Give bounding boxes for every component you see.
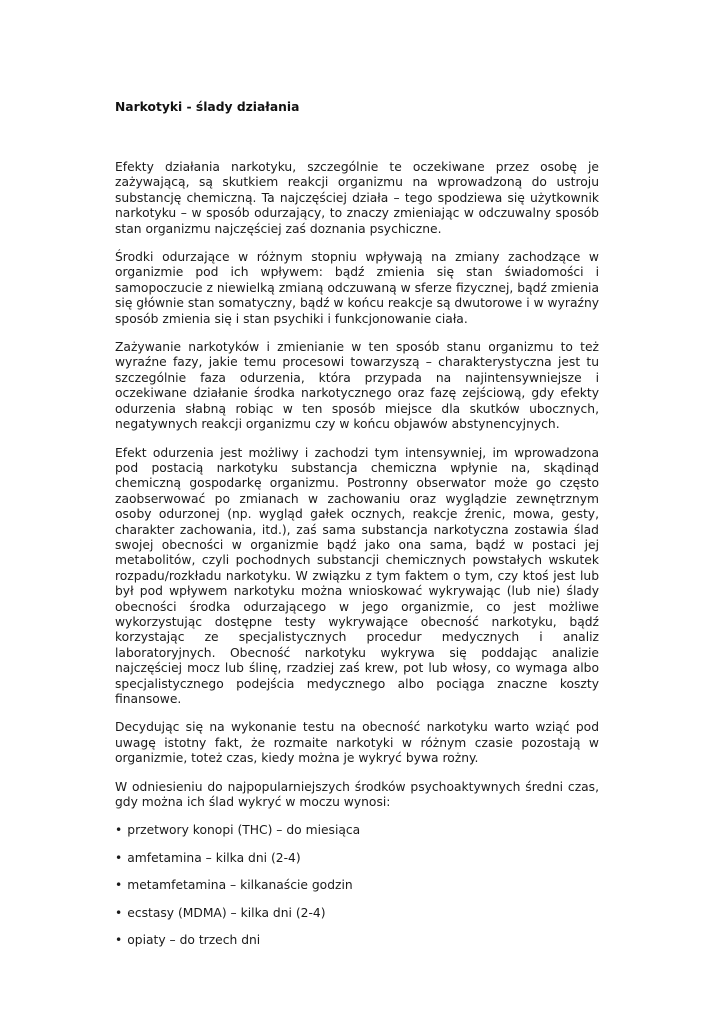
bullet-icon: • <box>115 823 123 838</box>
bullet-icon: • <box>115 850 123 865</box>
list-item-text: metamfetamina – kilkanaście godzin <box>127 878 353 893</box>
paragraph-detection: Efekt odurzenia jest możliwy i zachodzi tym intensywniej, im wprowadzona pod postacią narkotyku substancja chemiczna wpłynie na, skądinąd chemiczną gospodarkę organizmu. Postronny obserwator może go często zaobserwować po zmianach w zachowaniu oraz wyglądzie zewnętrznym osoby odurzonej (np. wygląd gałek ocznych, reakcje źrenic, mowa, gesty, charakter zachowania, itd.), zaś sama substancja narkotyczna zostawia ślad swojej obecności w organizmie bądź jako ona sama, bądź w postaci jej metabolitów, czyli pochodnych substancji chemicznych powstałych wskutek rozpadu/rozkładu narkotyku. W związku z tym faktem o tym, czy ktoś jest lub był pod wpływem narkotyku można wnioskować wykrywając (lub nie) ślady obecności środka odurzającego w jego organizmie, co jest możliwe wykorzystując dostępne testy wykrywające obecność narkotyku, bądź korzystając ze specjalistycznych procedur medycznych i analiz laboratoryjnych. Obecność narkotyku wykrywa się poddając analizie najczęściej mocz lub ślinę, rzadziej zaś krew, pot lub włosy, co wymaga albo specjalistycznego podejścia medycznego albo pociąga znaczne koszty finansowe. <box>115 445 599 706</box>
list-item <box>115 823 599 838</box>
paragraph-phases: Zażywanie narkotyków i zmienianie w ten sposób stanu organizmu to też wyraźne fazy, jakie temu procesowi towarzyszą – charakterystyczna jest tu szczególnie faza odurzenia, która przypada na najintensywniejsze i oczekiwane działanie środka narkotycznego oraz fazę zejściową, gdy efekty odurzenia słabną robiąc w ten sposób miejsce dla skutków ubocznych, negatywnych reakcji organizmu czy w końcu objawów abstynencyjnych. <box>115 340 599 432</box>
list-item-text: ecstasy (MDMA) – kilka dni (2-4) <box>127 905 326 920</box>
detection-time-list <box>115 823 599 948</box>
document-body <box>115 160 599 960</box>
list-item <box>115 906 599 921</box>
list-item <box>115 933 599 948</box>
paragraph-effects: Efekty działania narkotyku, szczególnie te oczekiwane przez osobę je zażywającą, są skutkiem reakcji organizmu na wprowadzoną do ustroju substancję chemiczną. Ta najczęściej działa – tego spodziewa się użytkownik narkotyku – w sposób odurzający, to znaczy zmieniając w odczuwalny sposób stan organizmu najczęściej zaś doznania psychiczne. <box>115 160 599 236</box>
list-item-text: przetwory konopi (THC) – do miesiąca <box>127 823 361 838</box>
paragraph-list-intro: W odniesieniu do najpopularniejszych środków psychoaktywnych średni czas, gdy można ich ślad wykryć w moczu wynosi: <box>115 779 599 810</box>
document-title: Narkotyki - ślady działania <box>115 100 300 114</box>
list-item <box>115 878 599 893</box>
bullet-icon: • <box>115 933 123 948</box>
bullet-icon: • <box>115 878 123 893</box>
bullet-icon: • <box>115 905 123 920</box>
list-item <box>115 851 599 866</box>
paragraph-testing: Decydując się na wykonanie testu na obecność narkotyku warto wziąć pod uwagę istotny fakt, że rozmaite narkotyki w różnym czasie pozostają w organizmie, toteż czas, kiedy można je wykryć bywa rożny. <box>115 720 599 766</box>
list-item-text: opiaty – do trzech dni <box>127 933 261 948</box>
list-item-text: amfetamina – kilka dni (2-4) <box>127 850 301 865</box>
paragraph-intoxicants: Środki odurzające w różnym stopniu wpływają na zmiany zachodzące w organizmie pod ich wpływem: bądź zmienia się stan świadomości i samopoczucie z niewielką zmianą odczuwaną w sferze fizycznej, bądź zmienia się głównie stan somatyczny, bądź w końcu reakcje są dwutorowe i w wyraźny sposób zmienia się i stan psychiki i funkcjonowanie ciała. <box>115 250 600 326</box>
